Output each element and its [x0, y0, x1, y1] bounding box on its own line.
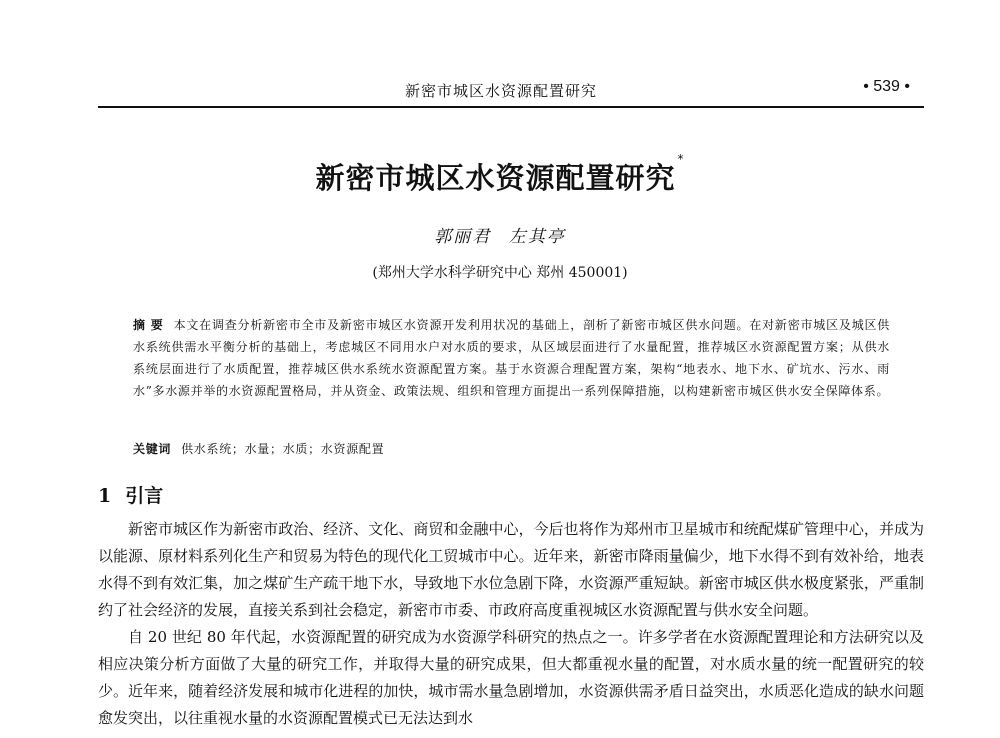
body-paragraph: 自 20 世纪 80 年代起，水资源配置的研究成为水资源学科研究的热点之一。许多学者在水资源配置理论和方法研究以及相应决策分析方面做了大量的研究工作，并取得大量的研究成果，但大都重视水量的配置，对水质水量的统一配置研究的较少。近年来，随着经济发展和城市化进程的加快，城市需水量急剧增加，水资源供需矛盾日益突出，水质恶化造成的缺水问题愈发突出，以往重视水量的水资源配置模式已无法达到水	[98, 628, 924, 727]
page-number: • 539 •	[863, 78, 910, 95]
body-paragraph: 新密市城区作为新密市政治、经济、文化、商贸和金融中心，今后也将作为郑州市卫星城市和统配煤矿管理中心，并成为以能源、原材料系列化生产和贸易为特色的现代化工贸城市中心。近年来，新密市降雨量偏少，地下水得不到有效补给，地表水得不到有效汇集，加之煤矿生产疏干地下水，导致地下水位急剧下降，水资源严重短缺。新密市城区供水极度紧张，严重制约了社会经济的发展，直接关系到社会稳定，新密市市委、市政府高度重视城区水资源配置与供水安全问题。	[98, 520, 924, 619]
keywords-text: 供水系统；水量；水质；水资源配置	[181, 442, 385, 456]
paper-title-text: 新密市城区水资源配置研究	[315, 161, 676, 195]
abstract-label: 摘 要	[133, 318, 164, 332]
running-title: 新密市城区水资源配置研究	[405, 82, 598, 100]
abstract	[133, 314, 890, 402]
paper-title	[0, 152, 1000, 197]
section-heading	[98, 481, 163, 508]
title-footnote-mark: *	[677, 152, 685, 166]
keywords	[133, 438, 890, 460]
section-body	[98, 516, 924, 732]
paper-affiliation: (郑州大学水科学研究中心 郑州 450001)	[372, 265, 628, 281]
section-number: 1	[98, 485, 112, 507]
running-header	[98, 78, 924, 108]
keywords-label: 关键词	[133, 442, 172, 456]
abstract-text: 本文在调查分析新密市全市及新密市城区水资源开发利用状况的基础上，剖析了新密市城区供水问题。在对新密市城区及城区供水系统供需水平衡分析的基础上，考虑城区不同用水户对水质的要求，从区域层面进行了水量配置，推荐城区水资源配置方案；从供水系统层面进行了水质配置，推荐城区供水系统水资源配置方案。基于水资源合理配置方案，架构“地表水、地下水、矿坑水、污水、雨水”多水源并举的水资源配置格局，并从资金、政策法规、组织和管理方面提出一系列保障措施，以构建新密市城区供水安全保障体系。	[133, 318, 890, 398]
section-title: 引言	[125, 485, 164, 507]
paper-authors: 郭丽君 左其亭	[434, 227, 566, 247]
